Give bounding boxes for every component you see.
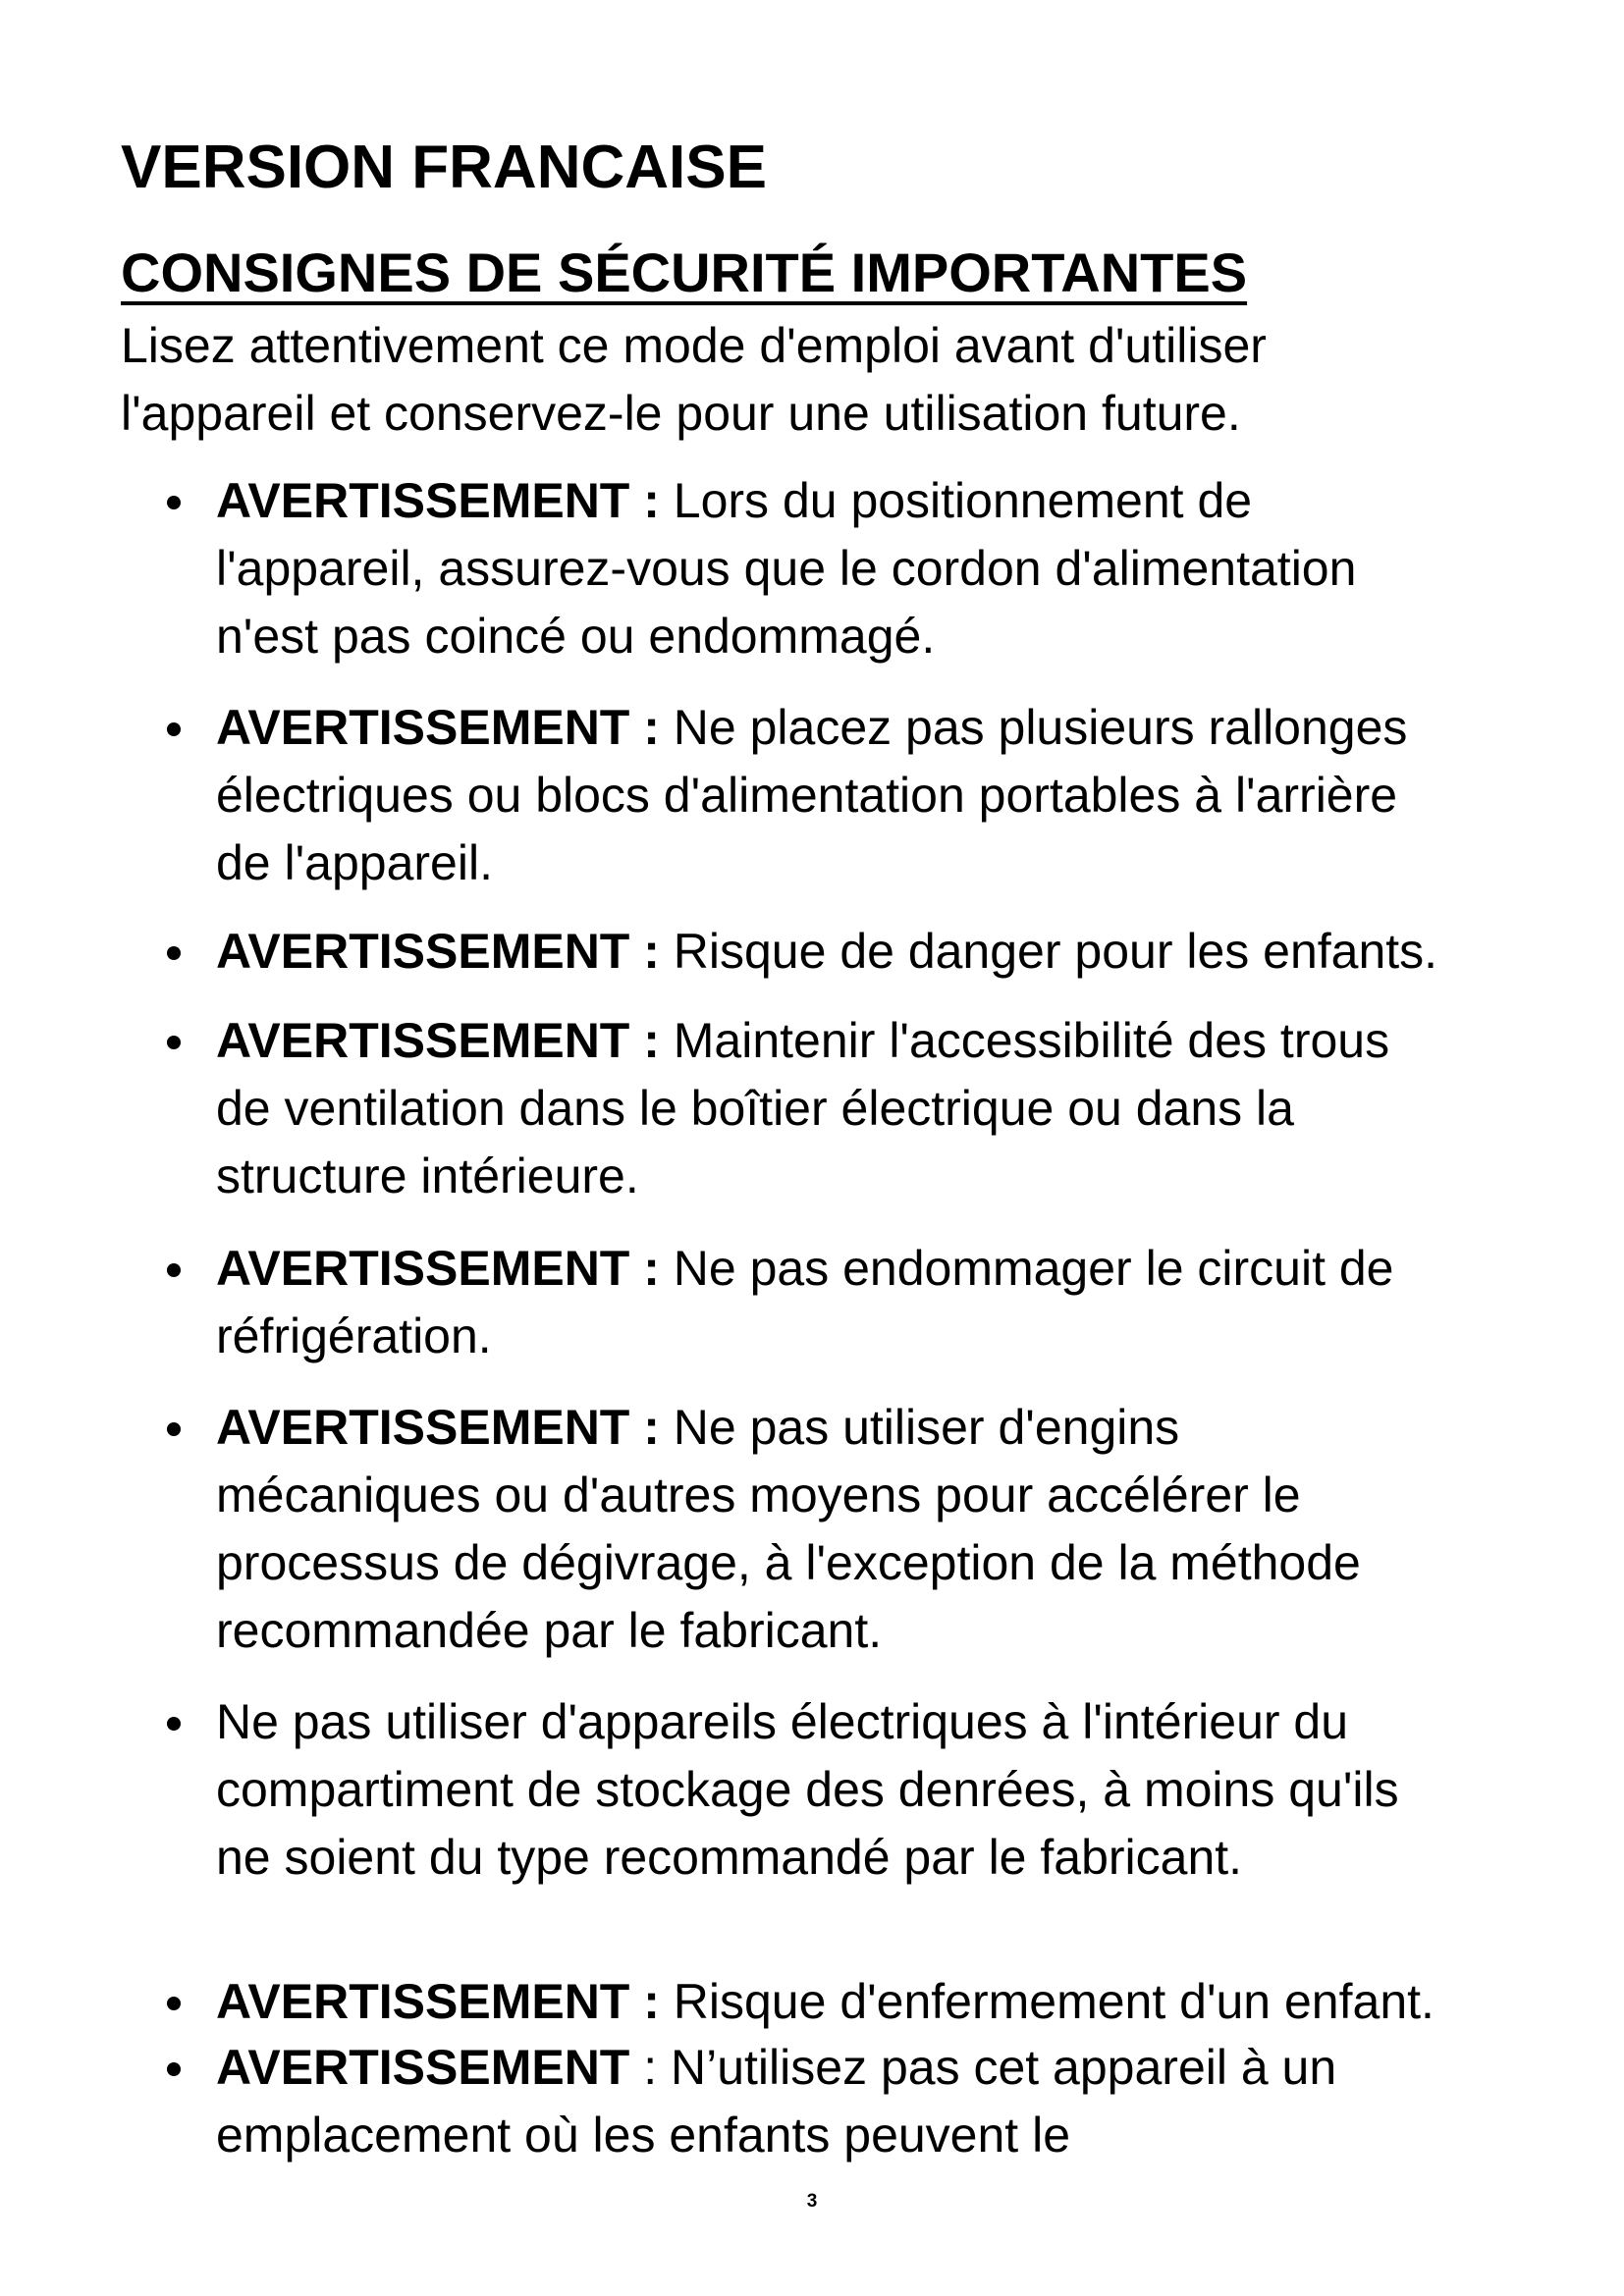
- warning-first-text: Ne pas utiliser d'appareils électriques à l'intérieur du: [216, 1694, 1349, 1749]
- version-title: VERSION FRANCAISE: [121, 133, 767, 201]
- warning-line: [216, 2034, 1591, 2102]
- warning-line: structure intérieure.: [216, 1148, 639, 1203]
- warning-label: AVERTISSEMENT :: [216, 473, 660, 528]
- warning-label: AVERTISSEMENT :: [216, 1013, 660, 1068]
- warning-label: AVERTISSEMENT :: [216, 924, 660, 979]
- warning-line: réfrigération.: [216, 1308, 492, 1363]
- bullet-icon: [167, 2062, 181, 2076]
- warning-line: [216, 1968, 1591, 2036]
- warning-text: [216, 1007, 1591, 1210]
- intro-paragraph: [121, 312, 1495, 448]
- bullet-icon: [167, 722, 181, 736]
- warning-first-text: Ne pas utiliser d'engins: [659, 1400, 1180, 1455]
- warning-first-text: Ne pas endommager le circuit de: [659, 1241, 1394, 1296]
- warning-label: AVERTISSEMENT :: [216, 1974, 660, 2029]
- warning-line: [216, 467, 1591, 535]
- warning-label: AVERTISSEMENT :: [216, 1241, 660, 1296]
- warning-line: [216, 1688, 1591, 1756]
- warning-first-text: Lors du positionnement de: [659, 473, 1253, 528]
- warning-label: AVERTISSEMENT :: [216, 1400, 660, 1455]
- warning-line: processus de dégivrage, à l'exception de la méthode: [216, 1535, 1361, 1590]
- warning-line: n'est pas coincé ou endommagé.: [216, 609, 936, 664]
- bullet-icon: [167, 1422, 181, 1436]
- warning-line: compartiment de stockage des denrées, à moins qu'ils: [216, 1762, 1399, 1817]
- warning-label: AVERTISSEMENT: [216, 2040, 630, 2095]
- bullet-icon: [167, 1997, 181, 2010]
- bullet-icon: [167, 946, 181, 960]
- warning-line: [216, 1235, 1591, 1303]
- warning-line: recommandée par le fabricant.: [216, 1603, 883, 1658]
- bullet-icon: [167, 1263, 181, 1277]
- warning-text: [216, 1688, 1591, 1892]
- bullet-icon: [167, 1717, 181, 1731]
- warning-first-text: Maintenir l'accessibilité des trous: [659, 1013, 1390, 1068]
- warning-line: de l'appareil.: [216, 835, 493, 890]
- intro-line: l'appareil et conservez-le pour une utilisation future.: [121, 386, 1241, 441]
- warning-first-text: : N’utilisez pas cet appareil à un: [629, 2040, 1337, 2095]
- warning-line: l'appareil, assurez-vous que le cordon d'alimentation: [216, 541, 1357, 596]
- warning-text: [216, 1235, 1591, 1370]
- bullet-icon: [167, 1036, 181, 1049]
- warning-text: [216, 467, 1591, 670]
- page-number: 3: [806, 2191, 818, 2212]
- warning-line: emplacement où les enfants peuvent le: [216, 2108, 1070, 2163]
- warning-line: [216, 694, 1591, 762]
- warning-label: AVERTISSEMENT :: [216, 700, 660, 755]
- warning-first-text: Ne placez pas plusieurs rallonges: [659, 700, 1408, 755]
- warning-first-text: Risque de danger pour les enfants.: [659, 924, 1438, 979]
- warning-line: ne soient du type recommandé par le fabricant.: [216, 1830, 1243, 1885]
- warning-line: de ventilation dans le boîtier électrique ou dans la: [216, 1081, 1294, 1136]
- warning-line: [216, 1394, 1591, 1462]
- section-title: CONSIGNES DE SÉCURITÉ IMPORTANTES: [121, 241, 1248, 303]
- warning-first-text: Risque d'enfermement d'un enfant.: [659, 1974, 1435, 2029]
- warning-line: mécaniques ou d'autres moyens pour accélérer le: [216, 1468, 1301, 1522]
- warning-line: électriques ou blocs d'alimentation portables à l'arrière: [216, 768, 1398, 823]
- warning-text: [216, 694, 1591, 897]
- bullet-icon: [167, 496, 181, 509]
- warning-text: [216, 1394, 1591, 1665]
- warning-text: [216, 1968, 1591, 2036]
- warning-line: [216, 918, 1591, 986]
- warning-text: [216, 2034, 1591, 2169]
- warning-line: [216, 1007, 1591, 1075]
- warning-text: [216, 918, 1591, 986]
- intro-line: Lisez attentivement ce mode d'emploi avant d'utiliser: [121, 318, 1267, 373]
